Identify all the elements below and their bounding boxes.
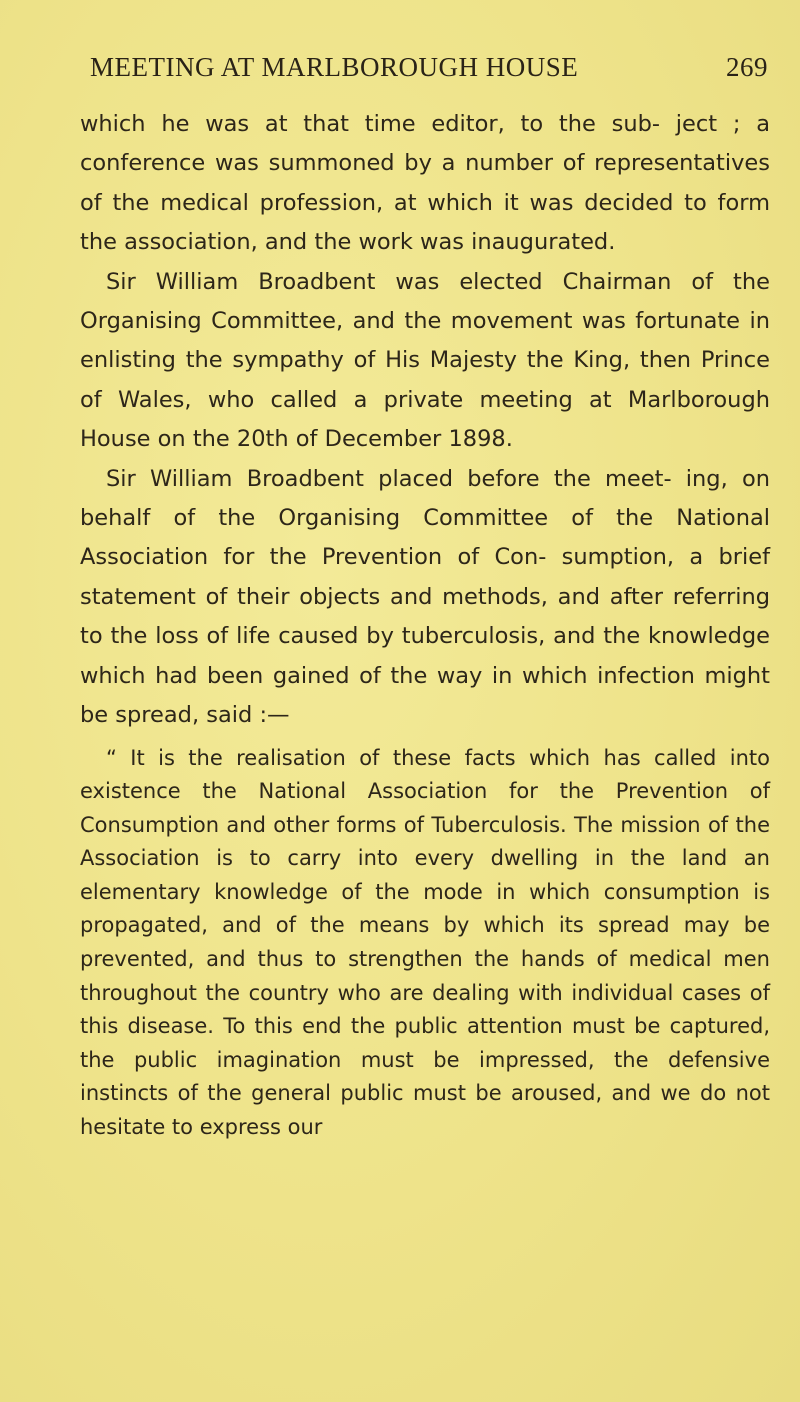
paragraph-broadbent-chairman: Sir William Broadbent was elected Chairman of the Organising Committee, and the movement was fortunate in enlisting the sympathy of His Majesty the King, then Prince of Wales, who called a private meeting at Marlborough House on the 20th of December 1898. bbox=[80, 268, 770, 453]
page-number: 269 bbox=[726, 52, 768, 82]
paragraph-broadbent-statement: Sir William Broadbent placed before the meet- ing, on behalf of the Organising Committee of the National Association for the Prevention of Con- sumption, a brief statement of their objects and methods, and after referring to the loss of life caused by tuberculosis, and the knowledge which had been gained of the way in which infection might be spread, said :— bbox=[80, 465, 770, 729]
paragraph-continuation: which he was at that time editor, to the sub- ject ; a conference was summoned by a number of representatives of the medical profession, at which it was decided to form the association, and the work was inaugurated. bbox=[80, 111, 770, 256]
running-head-title: MEETING AT MARLBOROUGH HOUSE bbox=[90, 52, 579, 82]
running-head bbox=[90, 52, 768, 92]
body-text bbox=[80, 105, 770, 1145]
quoted-statement: “ It is the realisation of these facts which has called into existence the National Association for the Prevention of Consumption and other forms of Tuberculosis. The mission of the Association is to carry into every dwelling in the land an elementary knowledge of the mode in which consumption is propagated, and of the means by which its spread may be prevented, and thus to strengthen the hands of medical men throughout the country who are dealing with individual cases of this disease. To this end the public attention must be captured, the public imagination must be impressed, the defensive instincts of the general public must be aroused, and we do not hesitate to express our bbox=[80, 745, 770, 1140]
